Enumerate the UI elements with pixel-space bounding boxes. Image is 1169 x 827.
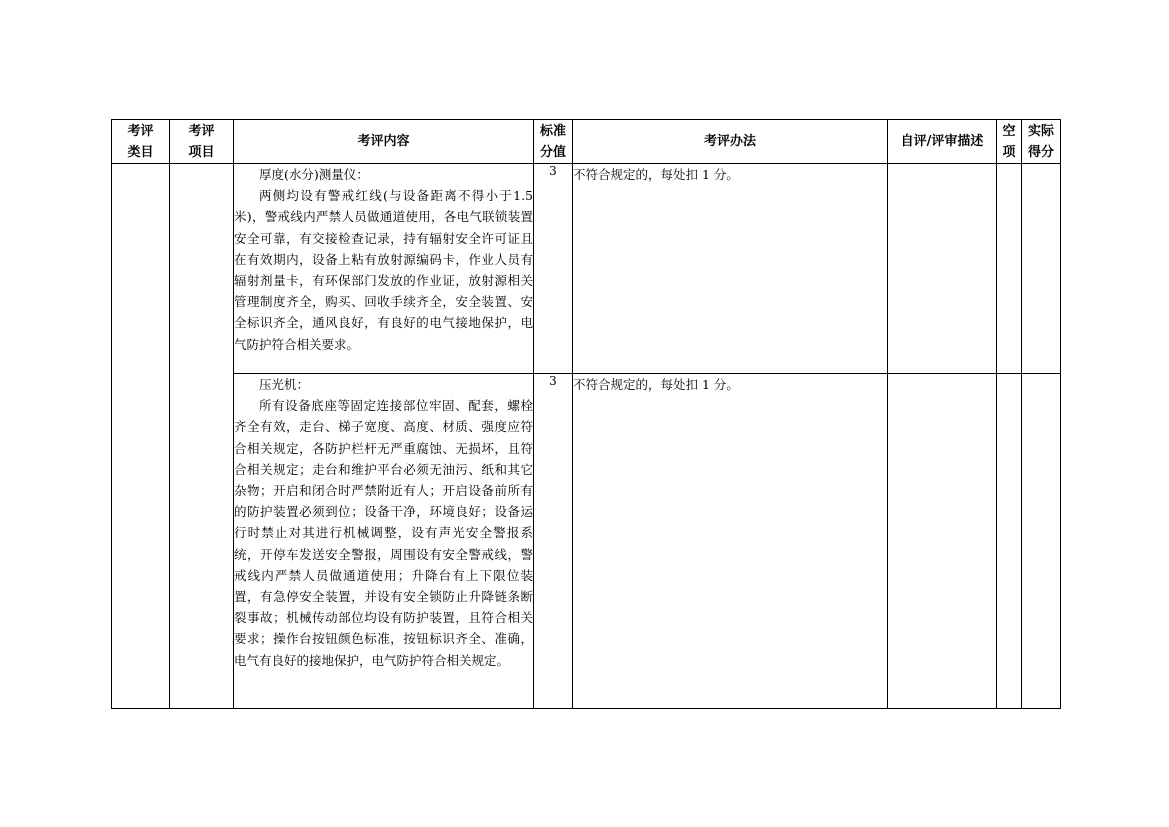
content-title: 厚度(水分)测量仪： [259,167,369,182]
header-content: 考评内容 [234,120,534,164]
content-body: 两侧均设有警戒红线(与设备距离不得小于1.5米)，警戒线内严禁人员做通道使用，各电气联锁装置安全可靠，有交接检查记录，持有辐射安全许可证且在有效期内，设备上粘有放射源编码卡，作业人员有辐射剂量卡，有环保部门发放的作业证，放射源相关管理制度齐全，购买、回收手续齐全，安全装置、安全标识齐全，通风良好，有良好的电气接地保护，电气防护符合相关要求。 [234,188,533,352]
method-cell: 不符合规定的，每处扣 1 分。 [573,374,888,709]
score-cell: 3 [534,164,573,374]
table-row [112,374,1061,709]
header-score: 标准 分值 [534,120,573,164]
header-category: 考评 类目 [112,120,170,164]
table-row [112,164,1061,374]
header-item: 考评 项目 [170,120,234,164]
category-cell [112,164,170,709]
blank-cell [997,164,1022,374]
self-review-cell [888,164,997,374]
header-row [112,120,1061,164]
content-title: 压光机： [259,377,310,392]
method-cell: 不符合规定的，每处扣 1 分。 [573,164,888,374]
header-self-review: 自评/评审描述 [888,120,997,164]
content-body: 所有设备底座等固定连接部位牢固、配套，螺栓齐全有效，走台、梯子宽度、高度、材质、强度应符合相关规定，各防护栏杆无严重腐蚀、无损坏，且符合相关规定；走台和维护平台必须无油污、纸和其它杂物；开启和闭合时严禁附近有人；开启设备前所有的防护装置必须到位；设备干净，环境良好；设备运行时禁止对其进行机械调整，设有声光安全警报系统，开停车发送安全警报，周围设有安全警戒线，警戒线内严禁人员做通道使用；升降台有上下限位装置，有急停安全装置，并设有安全锁防止升降链条断裂事故；机械传动部位均设有防护装置，且符合相关要求；操作台按钮颜色标准，按钮标识齐全、准确，电气有良好的接地保护，电气防护符合相关规定。 [234,398,533,668]
blank-cell [997,374,1022,709]
actual-score-cell [1022,374,1061,709]
header-actual-score: 实际 得分 [1022,120,1061,164]
content-cell [234,374,534,709]
item-cell [170,164,234,709]
header-method: 考评办法 [573,120,888,164]
actual-score-cell [1022,164,1061,374]
self-review-cell [888,374,997,709]
evaluation-table [111,119,1061,709]
content-cell [234,164,534,374]
header-blank: 空 项 [997,120,1022,164]
score-cell: 3 [534,374,573,709]
